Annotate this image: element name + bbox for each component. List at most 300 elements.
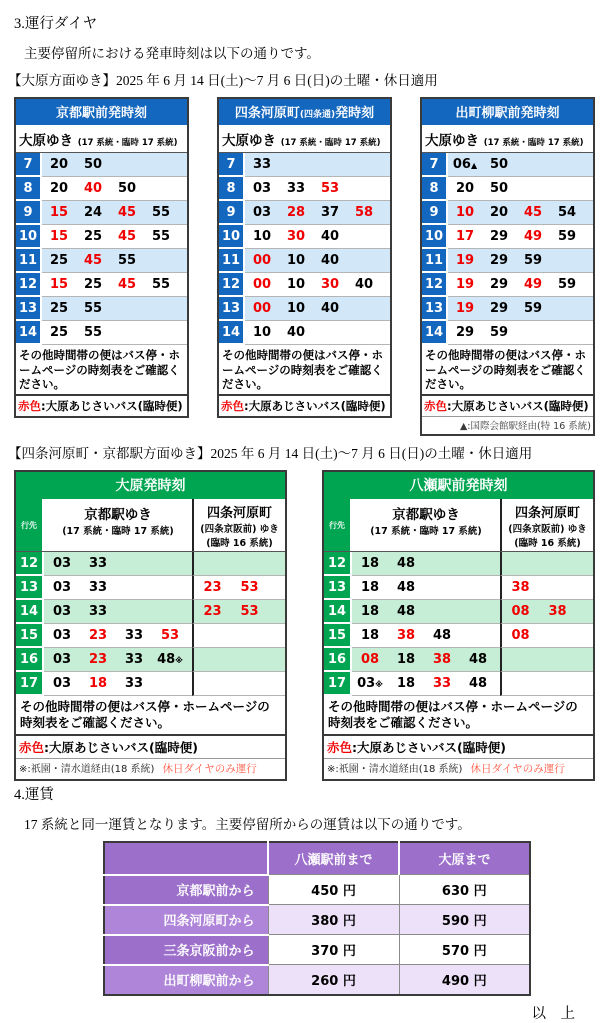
shijo-column-note: (臨時 16 系統) — [206, 538, 273, 550]
other-hours-note: その他時間帯の便はバス停・ホームページの時刻表をご確認ください。 — [328, 699, 578, 731]
timetable-row — [16, 576, 285, 600]
destination-header-cell: 行先 — [16, 499, 44, 551]
shijo-column-sub: (四条京阪前) ゆき — [508, 524, 587, 536]
shijo-times-cell — [500, 672, 593, 696]
shijo-times-cell — [192, 672, 285, 696]
fare-row-label: 三条京阪前から — [104, 935, 268, 965]
title-text: 四条河原町 — [234, 106, 300, 121]
closing-text: 以 上 — [531, 1005, 575, 1022]
time-value: 23 — [88, 628, 108, 644]
shijo-column-sub: (四条京阪前) ゆき — [200, 524, 279, 536]
hour-cell: 17 — [324, 672, 352, 696]
time-value: 03 — [52, 580, 72, 596]
time-value: 28 — [286, 205, 306, 220]
timetable-row — [16, 153, 187, 177]
hour-cell: 12 — [16, 552, 44, 576]
times-cell — [448, 321, 593, 345]
shijo-times-cell — [192, 552, 285, 576]
shijo-times-cell — [500, 648, 593, 672]
hour-cell: 12 — [324, 552, 352, 576]
time-value: 33 — [88, 604, 108, 620]
time-value: 55 — [83, 301, 103, 316]
time-value: 29 — [489, 253, 509, 268]
title-text: 京都駅前発時刻 — [55, 106, 147, 121]
times-cell — [245, 153, 390, 177]
destination-label: 大原ゆき — [425, 133, 484, 149]
time-value: 25 — [49, 253, 69, 268]
time-value: 59 — [523, 253, 543, 268]
hour-cell: 8 — [219, 177, 245, 201]
time-value: 29 — [489, 277, 509, 292]
time-value: 18 — [360, 556, 380, 572]
timetable-row — [16, 648, 285, 672]
time-value: 20 — [49, 157, 69, 172]
time-value: 37 — [320, 205, 340, 220]
time-value: 03 — [52, 652, 72, 668]
time-value: 55 — [151, 277, 171, 292]
shijo-times-cell — [500, 624, 593, 648]
shijo-column-title: 四条河原町 — [206, 506, 272, 522]
timetable-row — [219, 201, 390, 225]
time-value: 15 — [49, 277, 69, 292]
timetable-row — [422, 273, 593, 297]
kyoto-times-cell — [44, 552, 192, 576]
time-value: 45 — [117, 229, 137, 244]
other-hours-note: その他時間帯の便はバス停・ホームページの時刻表をご確認ください。 — [20, 699, 270, 731]
hour-cell: 8 — [16, 177, 42, 201]
asterisk-footnote — [16, 758, 285, 779]
red-legend-label: 赤色 — [424, 399, 447, 414]
time-value: 59 — [489, 325, 509, 340]
kyoto-times-cell — [44, 600, 192, 624]
time-value: 49 — [523, 277, 543, 292]
fare-ohara-value: 570 円 — [399, 935, 530, 965]
timetable-row — [422, 225, 593, 249]
destination-header-cell: 行先 — [324, 499, 352, 551]
time-value: 33 — [124, 628, 144, 644]
timetable-row — [324, 672, 593, 696]
hour-cell: 13 — [16, 576, 44, 600]
kyoto-times-cell — [352, 648, 500, 672]
time-value: 10 — [286, 253, 306, 268]
outbound-timetables-row — [14, 97, 595, 436]
time-value: 33 — [124, 652, 144, 668]
time-value: 33 — [286, 181, 306, 196]
destination-label: 大原ゆき — [222, 133, 281, 149]
kyoto-column-title: 京都駅ゆき — [392, 507, 460, 524]
kyoto-column-header — [352, 499, 500, 551]
destination-label: 大原ゆき — [19, 133, 78, 149]
time-value: 18 — [88, 676, 108, 692]
other-hours-note: その他時間帯の便はバス停・ホームページの時刻表をご確認ください。 — [222, 348, 383, 392]
kyoto-column-note: (17 系統・臨時 17 系統) — [370, 526, 482, 538]
timetable-row — [422, 177, 593, 201]
time-value: 33 — [124, 676, 144, 692]
hour-cell: 16 — [16, 648, 44, 672]
time-value: 55 — [83, 325, 103, 340]
timetable-row — [324, 600, 593, 624]
fare-col-yase: 八瀬駅前まで — [268, 842, 399, 875]
hour-cell: 12 — [16, 273, 42, 297]
kyoto-column-header — [44, 499, 192, 551]
other-hours-note: その他時間帯の便はバス停・ホームページの時刻表をご確認ください。 — [19, 348, 180, 392]
time-value: 40 — [320, 229, 340, 244]
time-value: 45 — [83, 253, 103, 268]
timetable-row — [16, 273, 187, 297]
red-legend-text: :大原あじさいバス(臨時便) — [244, 399, 386, 414]
hour-cell: 13 — [219, 297, 245, 321]
hour-cell: 13 — [16, 297, 42, 321]
time-value: 08 — [360, 652, 380, 668]
timetable-row — [219, 273, 390, 297]
timetable-row — [422, 321, 593, 345]
time-value: 48 — [468, 676, 488, 692]
time-value: 50 — [83, 157, 103, 172]
outbound-timetable-2 — [420, 97, 595, 436]
timetable-row — [16, 624, 285, 648]
time-value: 10 — [286, 277, 306, 292]
time-value: 03 — [52, 628, 72, 644]
timetable-title — [219, 99, 390, 125]
triangle-note: ▲:国際会館駅経由(特 16 系統) — [422, 416, 593, 434]
times-cell — [42, 273, 187, 297]
time-value: 03 — [52, 676, 72, 692]
time-value: 18 — [396, 676, 416, 692]
timetable-row — [16, 297, 187, 321]
route-note: (17 系統・臨時 17 系統) — [280, 138, 381, 148]
times-cell — [42, 201, 187, 225]
timetable-row — [16, 321, 187, 345]
kyoto-times-cell — [44, 648, 192, 672]
red-legend-text: :大原あじさいバス(臨時便) — [352, 739, 506, 755]
time-value: 25 — [83, 229, 103, 244]
hour-cell: 8 — [422, 177, 448, 201]
times-cell — [448, 225, 593, 249]
time-value: 59 — [557, 229, 577, 244]
time-value: 10 — [252, 325, 272, 340]
timetable-row — [422, 153, 593, 177]
fare-yase-value: 370 円 — [268, 935, 399, 965]
time-value: 10 — [455, 205, 475, 220]
red-legend — [16, 394, 187, 416]
time-value: 50 — [489, 157, 509, 172]
timetable-row — [16, 177, 187, 201]
timetable-row — [219, 177, 390, 201]
time-value: 59 — [557, 277, 577, 292]
hour-cell: 16 — [324, 648, 352, 672]
fare-row-label: 出町柳駅前から — [104, 965, 268, 995]
shijo-column-header — [192, 499, 285, 551]
hour-cell: 13 — [422, 297, 448, 321]
hour-cell: 10 — [422, 225, 448, 249]
timetable-title — [422, 99, 593, 125]
time-value: 54 — [557, 205, 577, 220]
red-legend — [16, 734, 285, 758]
time-value: 48 — [396, 556, 416, 572]
section4-title: 4.運賃 — [14, 786, 54, 803]
timetable-row — [219, 225, 390, 249]
time-value: 19 — [455, 253, 475, 268]
timetable-title — [16, 99, 187, 125]
kyoto-column-note: (17 系統・臨時 17 系統) — [62, 526, 174, 538]
times-cell — [245, 225, 390, 249]
time-value: 24 — [83, 205, 103, 220]
time-value: 18 — [396, 652, 416, 668]
time-value: 38 — [511, 580, 530, 596]
title-text: 発時刻 — [335, 106, 375, 121]
time-value: 23 — [203, 580, 222, 596]
time-value: 38 — [396, 628, 416, 644]
times-cell — [448, 201, 593, 225]
hour-cell: 14 — [16, 600, 44, 624]
time-value: 29 — [455, 325, 475, 340]
return-timetables-row — [14, 470, 595, 781]
hour-cell: 9 — [422, 201, 448, 225]
timetable-subtitle — [422, 125, 593, 153]
hour-cell: 15 — [324, 624, 352, 648]
times-cell — [448, 249, 593, 273]
time-value: 18 — [360, 628, 380, 644]
ohara-direction-heading: 【大原方面ゆき】2025 年 6 月 14 日(土)～7 月 6 日(日)の土曜・休日適用 — [8, 73, 438, 88]
hour-cell: 14 — [16, 321, 42, 345]
time-value: 20 — [455, 181, 475, 196]
time-value: 40 — [286, 325, 306, 340]
time-value: 23 — [88, 652, 108, 668]
time-value: 08 — [511, 628, 530, 644]
time-value: 06▲ — [452, 157, 478, 172]
time-mark: ※ — [175, 656, 183, 666]
time-value: 18 — [360, 604, 380, 620]
red-legend-label: 赤色 — [18, 399, 41, 414]
time-value: 40 — [354, 277, 374, 292]
return-timetable-1 — [322, 470, 595, 781]
time-value: 55 — [151, 205, 171, 220]
return-timetable-0 — [14, 470, 287, 781]
red-legend-text: :大原あじさいバス(臨時便) — [447, 399, 589, 414]
fare-corner-cell — [104, 842, 268, 875]
fare-col-ohara: 大原まで — [399, 842, 530, 875]
asterisk-footnote-red: 休日ダイヤのみ運行 — [470, 762, 565, 775]
timetable-row — [422, 249, 593, 273]
red-legend-label: 赤色 — [221, 399, 244, 414]
column-header-row — [16, 499, 285, 552]
time-value: 03 — [52, 556, 72, 572]
shijo-column-note: (臨時 16 系統) — [514, 538, 581, 550]
time-value: 53 — [160, 628, 180, 644]
fare-row — [104, 935, 530, 965]
fare-ohara-value: 630 円 — [399, 875, 530, 905]
times-cell — [42, 225, 187, 249]
timetable-row — [324, 624, 593, 648]
fare-row-label: 四条河原町から — [104, 905, 268, 935]
hour-cell: 14 — [219, 321, 245, 345]
route-note: (17 系統・臨時 17 系統) — [483, 138, 584, 148]
times-cell — [245, 177, 390, 201]
fare-ohara-value: 590 円 — [399, 905, 530, 935]
times-cell — [245, 321, 390, 345]
shijo-column-header — [500, 499, 593, 551]
asterisk-footnote-red: 休日ダイヤのみ運行 — [162, 762, 257, 775]
kyoto-times-cell — [44, 576, 192, 600]
title-text: 出町柳駅前発時刻 — [455, 106, 560, 121]
red-legend-label: 赤色 — [19, 739, 45, 755]
fare-row — [104, 875, 530, 905]
hour-cell: 7 — [16, 153, 42, 177]
kyoto-times-cell — [352, 576, 500, 600]
asterisk-footnote-black: ※:祇園・清水道経由(18 系統) — [327, 763, 463, 775]
fare-row — [104, 905, 530, 935]
times-cell — [448, 297, 593, 321]
timetable-row — [422, 297, 593, 321]
timetable-row — [16, 201, 187, 225]
time-value: 29 — [489, 301, 509, 316]
kyoto-times-cell — [44, 624, 192, 648]
timetable-row — [16, 225, 187, 249]
time-value: 50 — [117, 181, 137, 196]
kyoto-times-cell — [44, 672, 192, 696]
timetable-row — [219, 153, 390, 177]
timetable-row — [422, 201, 593, 225]
times-cell — [245, 249, 390, 273]
hour-cell: 17 — [16, 672, 44, 696]
time-value: 48 — [432, 628, 452, 644]
shijo-column-title: 四条河原町 — [514, 506, 580, 522]
time-value: 23 — [203, 604, 222, 620]
hour-cell: 11 — [16, 249, 42, 273]
time-value: 58 — [354, 205, 374, 220]
time-value: 59 — [523, 301, 543, 316]
red-legend-text: :大原あじさいバス(臨時便) — [44, 739, 198, 755]
fare-yase-value: 380 円 — [268, 905, 399, 935]
kyoto-times-cell — [352, 672, 500, 696]
time-value: 03※ — [357, 676, 383, 692]
time-value: 38 — [432, 652, 452, 668]
times-cell — [42, 297, 187, 321]
times-cell — [245, 297, 390, 321]
fare-row-label: 京都駅前から — [104, 875, 268, 905]
timetable-row — [324, 552, 593, 576]
time-value: 00 — [252, 253, 272, 268]
timetable-row — [16, 552, 285, 576]
time-value: 29 — [489, 229, 509, 244]
time-value: 48 — [396, 604, 416, 620]
kyoto-times-cell — [352, 624, 500, 648]
time-mark: ※ — [375, 680, 383, 690]
hour-cell: 13 — [324, 576, 352, 600]
timetable-row — [219, 297, 390, 321]
time-value: 00 — [252, 301, 272, 316]
time-value: 19 — [455, 301, 475, 316]
times-cell — [245, 273, 390, 297]
hour-cell: 11 — [219, 249, 245, 273]
shijo-times-cell — [192, 648, 285, 672]
times-cell — [42, 321, 187, 345]
hour-cell: 10 — [16, 225, 42, 249]
route-note: (17 系統・臨時 17 系統) — [77, 138, 178, 148]
timetable-row — [16, 600, 285, 624]
asterisk-footnote — [324, 758, 593, 779]
time-value: 48 — [396, 580, 416, 596]
times-cell — [42, 249, 187, 273]
timetable-row — [16, 249, 187, 273]
time-value: 19 — [455, 277, 475, 292]
time-value: 33 — [432, 676, 452, 692]
time-value: 48※ — [157, 652, 183, 668]
timetable-subtitle — [16, 125, 187, 153]
times-cell — [448, 177, 593, 201]
times-cell — [42, 177, 187, 201]
time-value: 48 — [468, 652, 488, 668]
fare-yase-value: 450 円 — [268, 875, 399, 905]
times-cell — [42, 153, 187, 177]
fare-row — [104, 965, 530, 995]
section3-title: 3.運行ダイヤ — [14, 16, 98, 32]
red-legend — [219, 394, 390, 416]
kyoto-times-cell — [352, 552, 500, 576]
time-value: 17 — [455, 229, 475, 244]
time-value: 03 — [52, 604, 72, 620]
time-value: 15 — [49, 229, 69, 244]
time-value: 08 — [511, 604, 530, 620]
times-cell — [245, 201, 390, 225]
time-value: 10 — [286, 301, 306, 316]
shijo-times-cell — [192, 600, 285, 624]
time-value: 30 — [320, 277, 340, 292]
time-value: 30 — [286, 229, 306, 244]
fare-ohara-value: 490 円 — [399, 965, 530, 995]
fare-yase-value: 260 円 — [268, 965, 399, 995]
time-value: 03 — [252, 181, 272, 196]
time-value: 20 — [49, 181, 69, 196]
timetable-subtitle — [219, 125, 390, 153]
time-value: 55 — [117, 253, 137, 268]
timetable-title: 大原発時刻 — [16, 472, 285, 499]
red-legend-label: 赤色 — [327, 739, 353, 755]
shijo-times-cell — [192, 624, 285, 648]
shijo-times-cell — [500, 600, 593, 624]
time-value: 25 — [49, 325, 69, 340]
red-legend — [422, 394, 593, 416]
hour-cell: 9 — [16, 201, 42, 225]
time-value: 53 — [240, 604, 259, 620]
time-value: 25 — [83, 277, 103, 292]
time-value: 10 — [252, 229, 272, 244]
hour-cell: 14 — [324, 600, 352, 624]
outbound-timetable-0 — [14, 97, 189, 418]
other-hours-note: その他時間帯の便はバス停・ホームページの時刻表をご確認ください。 — [425, 348, 586, 392]
time-value: 45 — [523, 205, 543, 220]
outbound-timetable-1 — [217, 97, 392, 418]
time-mark: ▲ — [470, 161, 478, 170]
section4-description: 17 系統と同一運賃となります。主要停留所からの運賃は以下の通りです。 — [24, 816, 471, 832]
time-value: 40 — [320, 253, 340, 268]
hour-cell: 12 — [422, 273, 448, 297]
times-cell — [448, 153, 593, 177]
time-value: 38 — [548, 604, 567, 620]
time-value: 15 — [49, 205, 69, 220]
time-value: 33 — [88, 580, 108, 596]
section3-description: 主要停留所における発車時刻は以下の通りです。 — [24, 46, 320, 61]
kyoto-column-title: 京都駅ゆき — [84, 507, 152, 524]
fare-table — [103, 841, 531, 996]
time-value: 33 — [88, 556, 108, 572]
shijo-times-cell — [192, 576, 285, 600]
hour-cell: 12 — [219, 273, 245, 297]
hour-cell: 10 — [219, 225, 245, 249]
timetable-row — [324, 648, 593, 672]
time-value: 25 — [49, 301, 69, 316]
time-value: 49 — [523, 229, 543, 244]
